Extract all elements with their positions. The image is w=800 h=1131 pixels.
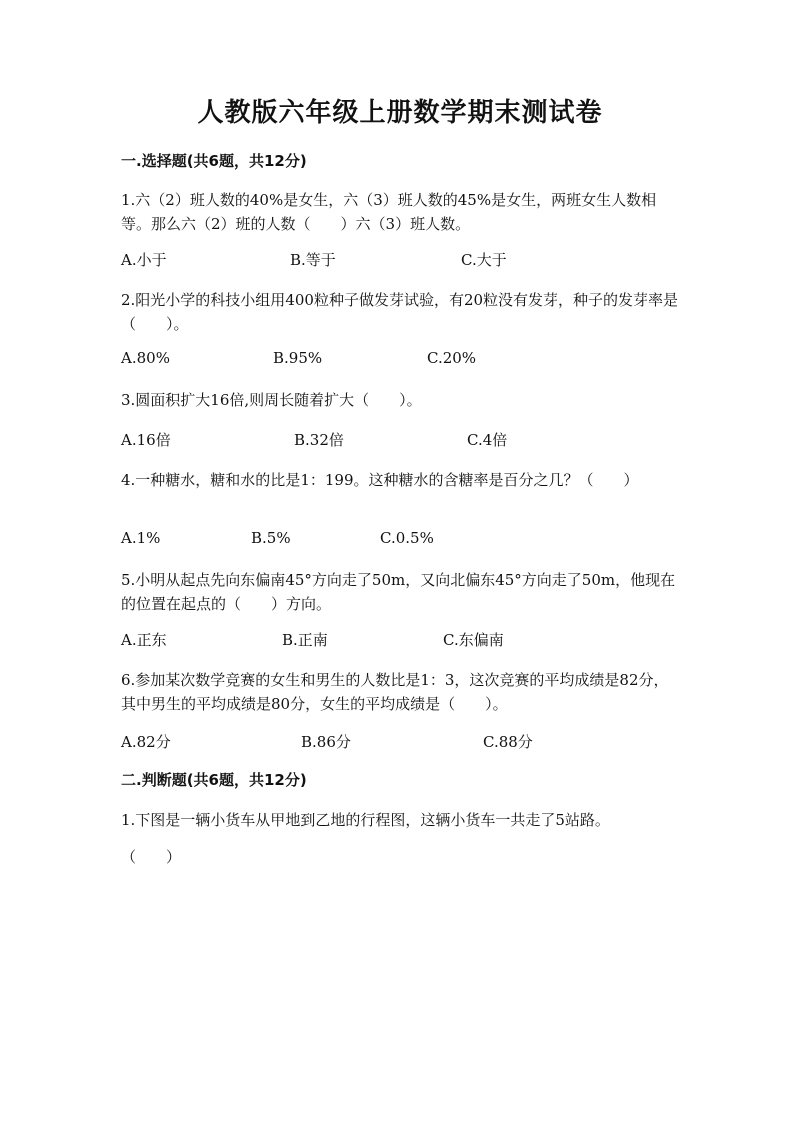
question-3: 3.圆面积扩大16倍,则周长随着扩大（ ）。 bbox=[121, 391, 422, 409]
question-4: 4.一种糖水，糖和水的比是1：199。这种糖水的含糖率是百分之几？（ ） bbox=[121, 471, 639, 489]
section-heading-judgment: 二.判断题(共6题，共12分) bbox=[121, 771, 307, 789]
option-2b: B.95% bbox=[273, 349, 323, 367]
option-1c: C.大于 bbox=[461, 251, 507, 269]
option-4c: C.0.5% bbox=[380, 529, 434, 547]
question-5: 5.小明从起点先向东偏南45°方向走了50m，又向北偏东45°方向走了50m，他现在的位置在起点的（ ）方向。 bbox=[121, 571, 676, 613]
question-1: 1.六（2）班人数的40%是女生，六（3）班人数的45%是女生，两班女生人数相等。那么六（2）班的人数（ ）六（3）班人数。 bbox=[121, 191, 657, 233]
option-5b: B.正南 bbox=[282, 631, 328, 649]
option-2c: C.20% bbox=[427, 349, 477, 367]
question-2: 2.阳光小学的科技小组用400粒种子做发芽试验，有20粒没有发芽，种子的发芽率是（ ）。 bbox=[121, 291, 679, 333]
option-1b: B.等于 bbox=[290, 251, 336, 269]
judgment-answer-blank: （ ） bbox=[121, 848, 182, 866]
option-1a: A.小于 bbox=[121, 251, 167, 269]
question-6: 6.参加某次数学竞赛的女生和男生的人数比是1：3，这次竞赛的平均成绩是82分，其中男生的平均成绩是80分，女生的平均成绩是（ ）。 bbox=[121, 671, 669, 713]
option-3a: A.16倍 bbox=[121, 431, 171, 449]
option-6b: B.86分 bbox=[301, 733, 351, 751]
judgment-question-1: 1.下图是一辆小货车从甲地到乙地的行程图，这辆小货车一共走了5站路。 bbox=[121, 811, 610, 829]
option-2a: A.80% bbox=[121, 349, 170, 367]
option-6c: C.88分 bbox=[483, 733, 533, 751]
option-6a: A.82分 bbox=[121, 733, 171, 751]
section-heading-choice: 一.选择题(共6题，共12分) bbox=[121, 152, 307, 170]
option-4b: B.5% bbox=[251, 529, 291, 547]
page-title: 人教版六年级上册数学期末测试卷 bbox=[197, 98, 603, 128]
option-3c: C.4倍 bbox=[467, 431, 508, 449]
option-3b: B.32倍 bbox=[294, 431, 344, 449]
option-5a: A.正东 bbox=[121, 631, 167, 649]
option-4a: A.1% bbox=[121, 529, 161, 547]
option-5c: C.东偏南 bbox=[443, 631, 504, 649]
